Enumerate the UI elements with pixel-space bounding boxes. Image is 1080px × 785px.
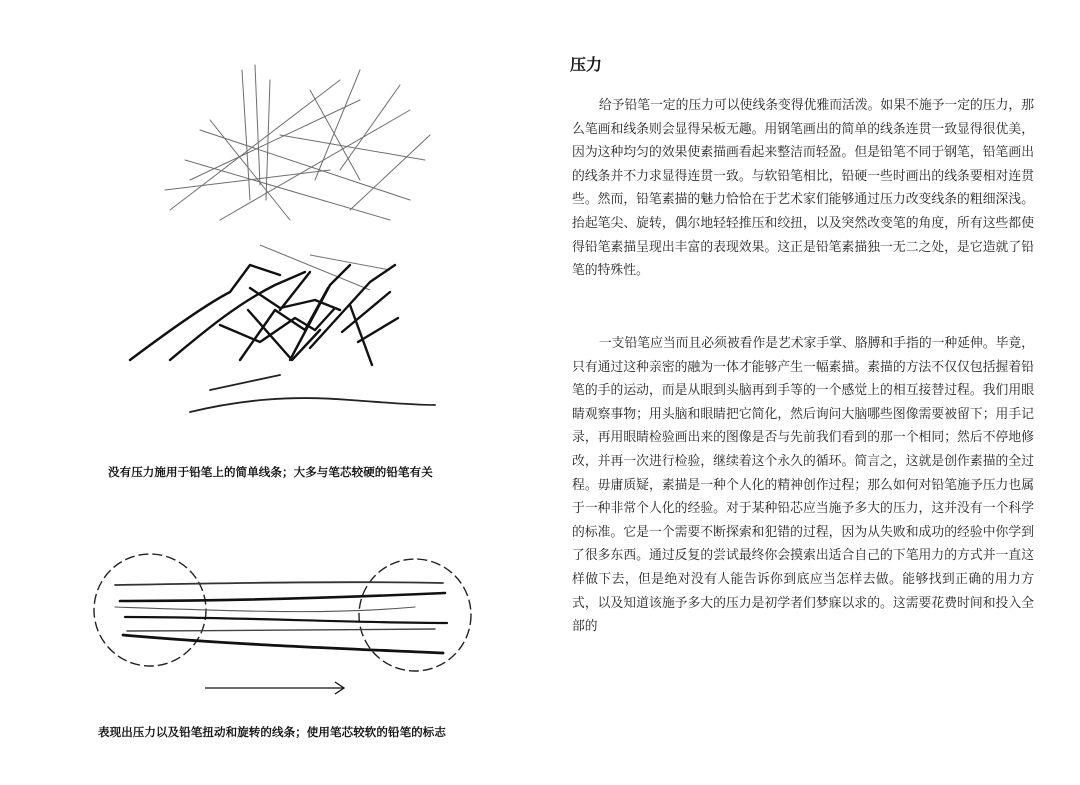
body-paragraph: 给予铅笔一定的压力可以使线条变得优雅而活泼。如果不施予一定的压力，那么笔画和线条则会显得呆板无趣。用钢笔画出的简单的线条连贯一致显得很优美，因为这种均匀的效果使素描画看起来整洁而轻盈。但是铅笔不同于钢笔，铅笔画出的线条并不力求显得连贯一致。与软铅笔相比，铅硬一些时画出的线条要相对连贯些。然而，铅笔素描的魅力恰恰在于艺术家们能够通过压力改变线条的粗细深浅。抬起笔尖、旋转，偶尔地轻轻推压和绞扭，以及突然改变笔的角度，所有这些都使得铅笔素描呈现出丰富的表现效果。这正是铅笔素描独一无二之处，是它造就了铅笔的特殊性。 xyxy=(572,98,1034,279)
figure-caption-with-pressure: 表现出压力以及铅笔扭动和旋转的线条；使用笔芯较软的铅笔的标志 xyxy=(98,725,446,739)
body-paragraph: 一支铅笔应当而且必须被看作是艺术家手掌、胳膊和手指的一种延伸。毕竟，只有通过这种亲密的融为一体才能够产生一幅素描。素描的方法不仅仅包括握着铅笔的手的运动，而是从眼到头脑再到手等的一个感觉上的相互接替过程。我们用眼睛观察事物；用头脑和眼睛把它简化，然后询问大脑哪些图像需要被留下；用手记录，再用眼睛检验画出来的图像是否与先前我们看到的那一个相同；然后不停地修改，并再一次进行检验，继续着这个永久的循环。简言之，这就是创作素描的全过程。毋庸质疑，素描是一种个人化的精神创作过程；那么如何对铅笔施予压力也属于一种非常个人化的经验。对于某种铅芯应当施予多大的压力，这并没有一个科学的标准。它是一个需要不断探索和犯错的过程，因为从失败和成功的经验中你学到了很多东西。通过反复的尝试最终你会摸索出适合自己的下笔用力的方式并一直这样做下去，但是绝对没有人能告诉你到底应当怎样去做。能够找到正确的用力方式，以及知道该施予多大的压力是初学者们梦寐以求的。这需要花费时间和投入全部的 xyxy=(572,336,1034,635)
pressure-twist-lines-illustration xyxy=(85,545,495,715)
section-title: 压力 xyxy=(570,55,603,74)
figure-caption-no-pressure: 没有压力施用于铅笔上的简单线条；大多与笔芯较硬的铅笔有关 xyxy=(108,465,433,479)
light-pencil-lines-illustration xyxy=(110,60,440,440)
right-page xyxy=(560,0,1080,785)
